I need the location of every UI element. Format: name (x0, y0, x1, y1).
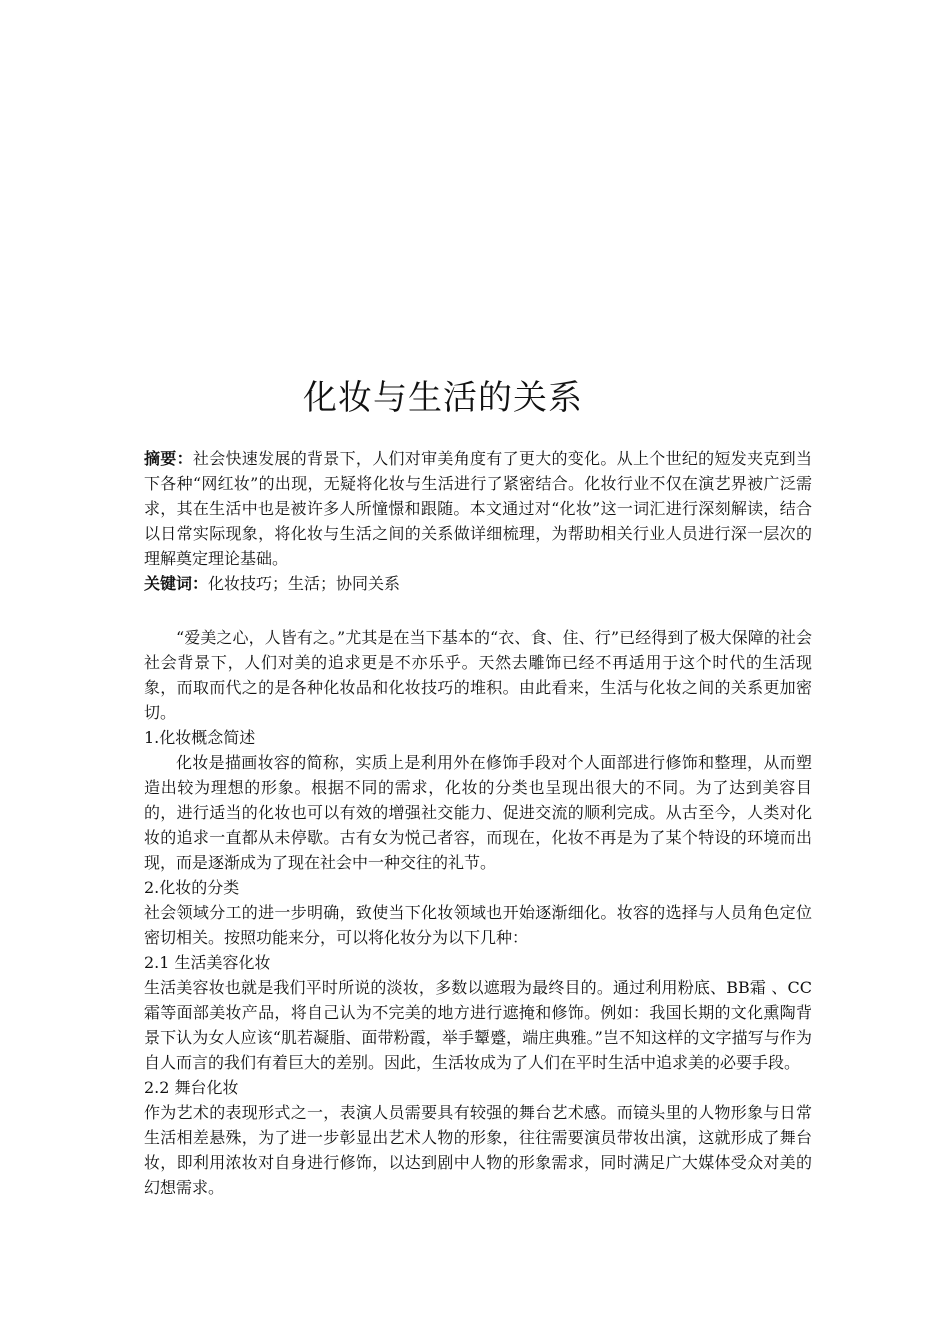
section-2-paragraph: 社会领域分工的进一步明确，致使当下化妆领域也开始逐渐细化。妆容的选择与人员角色定位密切相关。按照功能来分，可以将化妆分为以下几种： (144, 903, 812, 947)
section-2-2-paragraph: 作为艺术的表现形式之一，表演人员需要具有较强的舞台艺术感。而镜头里的人物形象与日常生活相差悬殊，为了进一步彰显出艺术人物的形象，往往需要演员带妆出演，这就形成了舞台妆，即利用浓妆对自身进行修饰，以达到剧中人物的形象需求，同时满足广大媒体受众对美的幻想需求。 (144, 1103, 812, 1197)
intro-paragraph: “爱美之心，人皆有之。”尤其是在当下基本的“衣、食、住、行”已经得到了极大保障的社会社会背景下，人们对美的追求更是不亦乐乎。天然去雕饰已经不再适用于这个时代的生活现象，而取而代之的是各种化妆品和化妆技巧的堆积。由此看来，生活与化妆之间的关系更加密切。 (144, 628, 812, 722)
section-1-paragraph: 化妆是描画妆容的简称，实质上是利用外在修饰手段对个人面部进行修饰和整理，从而塑造出较为理想的形象。根据不同的需求，化妆的分类也呈现出很大的不同。为了达到美容目的，进行适当的化妆也可以有效的增强社交能力、促进交流的顺利完成。从古至今，人类对化妆的追求一直都从未停歇。古有女为悦己者容，而现在，化妆不再是为了某个特设的环境而出现，而是逐渐成为了现在社会中一种交往的礼节。 (144, 753, 812, 872)
abstract-paragraph (144, 446, 812, 571)
abstract-text: 社会快速发展的背景下，人们对审美角度有了更大的变化。从上个世纪的短发夹克到当下各种“网红妆”的出现，无疑将化妆与生活进行了紧密结合。化妆行业不仅在演艺界被广泛需求，其在生活中也是被许多人所憧憬和跟随。本文通过对“化妆”这一词汇进行深刻解读，结合以日常实际现象，将化妆与生活之间的关系做详细梳理，为帮助相关行业人员进行深一层次的理解奠定理论基础。 (144, 449, 812, 568)
section-2-1-paragraph: 生活美容妆也就是我们平时所说的淡妆，多数以遮瑕为最终目的。通过利用粉底、BB霜 、CC霜等面部美妆产品，将自己认为不完美的地方进行遮掩和修饰。例如：我国长期的文化熏陶背景下认为女人应该“肌若凝脂、面带粉霞，举手颦蹙，端庄典雅。”岂不知这样的文字描写与作为自人而言的我们有着巨大的差别。因此，生活妆成为了人们在平时生活中追求美的必要手段。 (144, 978, 812, 1072)
section-1-heading: 1.化妆概念简述 (144, 728, 256, 747)
abstract-label: 摘要： (144, 449, 193, 468)
section-2-1-heading: 2.1 生活美容化妆 (144, 953, 271, 972)
section-2-heading: 2.化妆的分类 (144, 878, 240, 897)
document-title: 化妆与生活的关系 (303, 378, 583, 418)
document-body (144, 446, 812, 1200)
blank-line (144, 596, 812, 621)
section-2-2-heading: 2.2 舞台化妆 (144, 1078, 239, 1097)
keywords-text: 化妆技巧；生活；协同关系 (208, 574, 401, 593)
keywords-paragraph (144, 571, 812, 596)
keywords-label: 关键词： (144, 574, 209, 593)
